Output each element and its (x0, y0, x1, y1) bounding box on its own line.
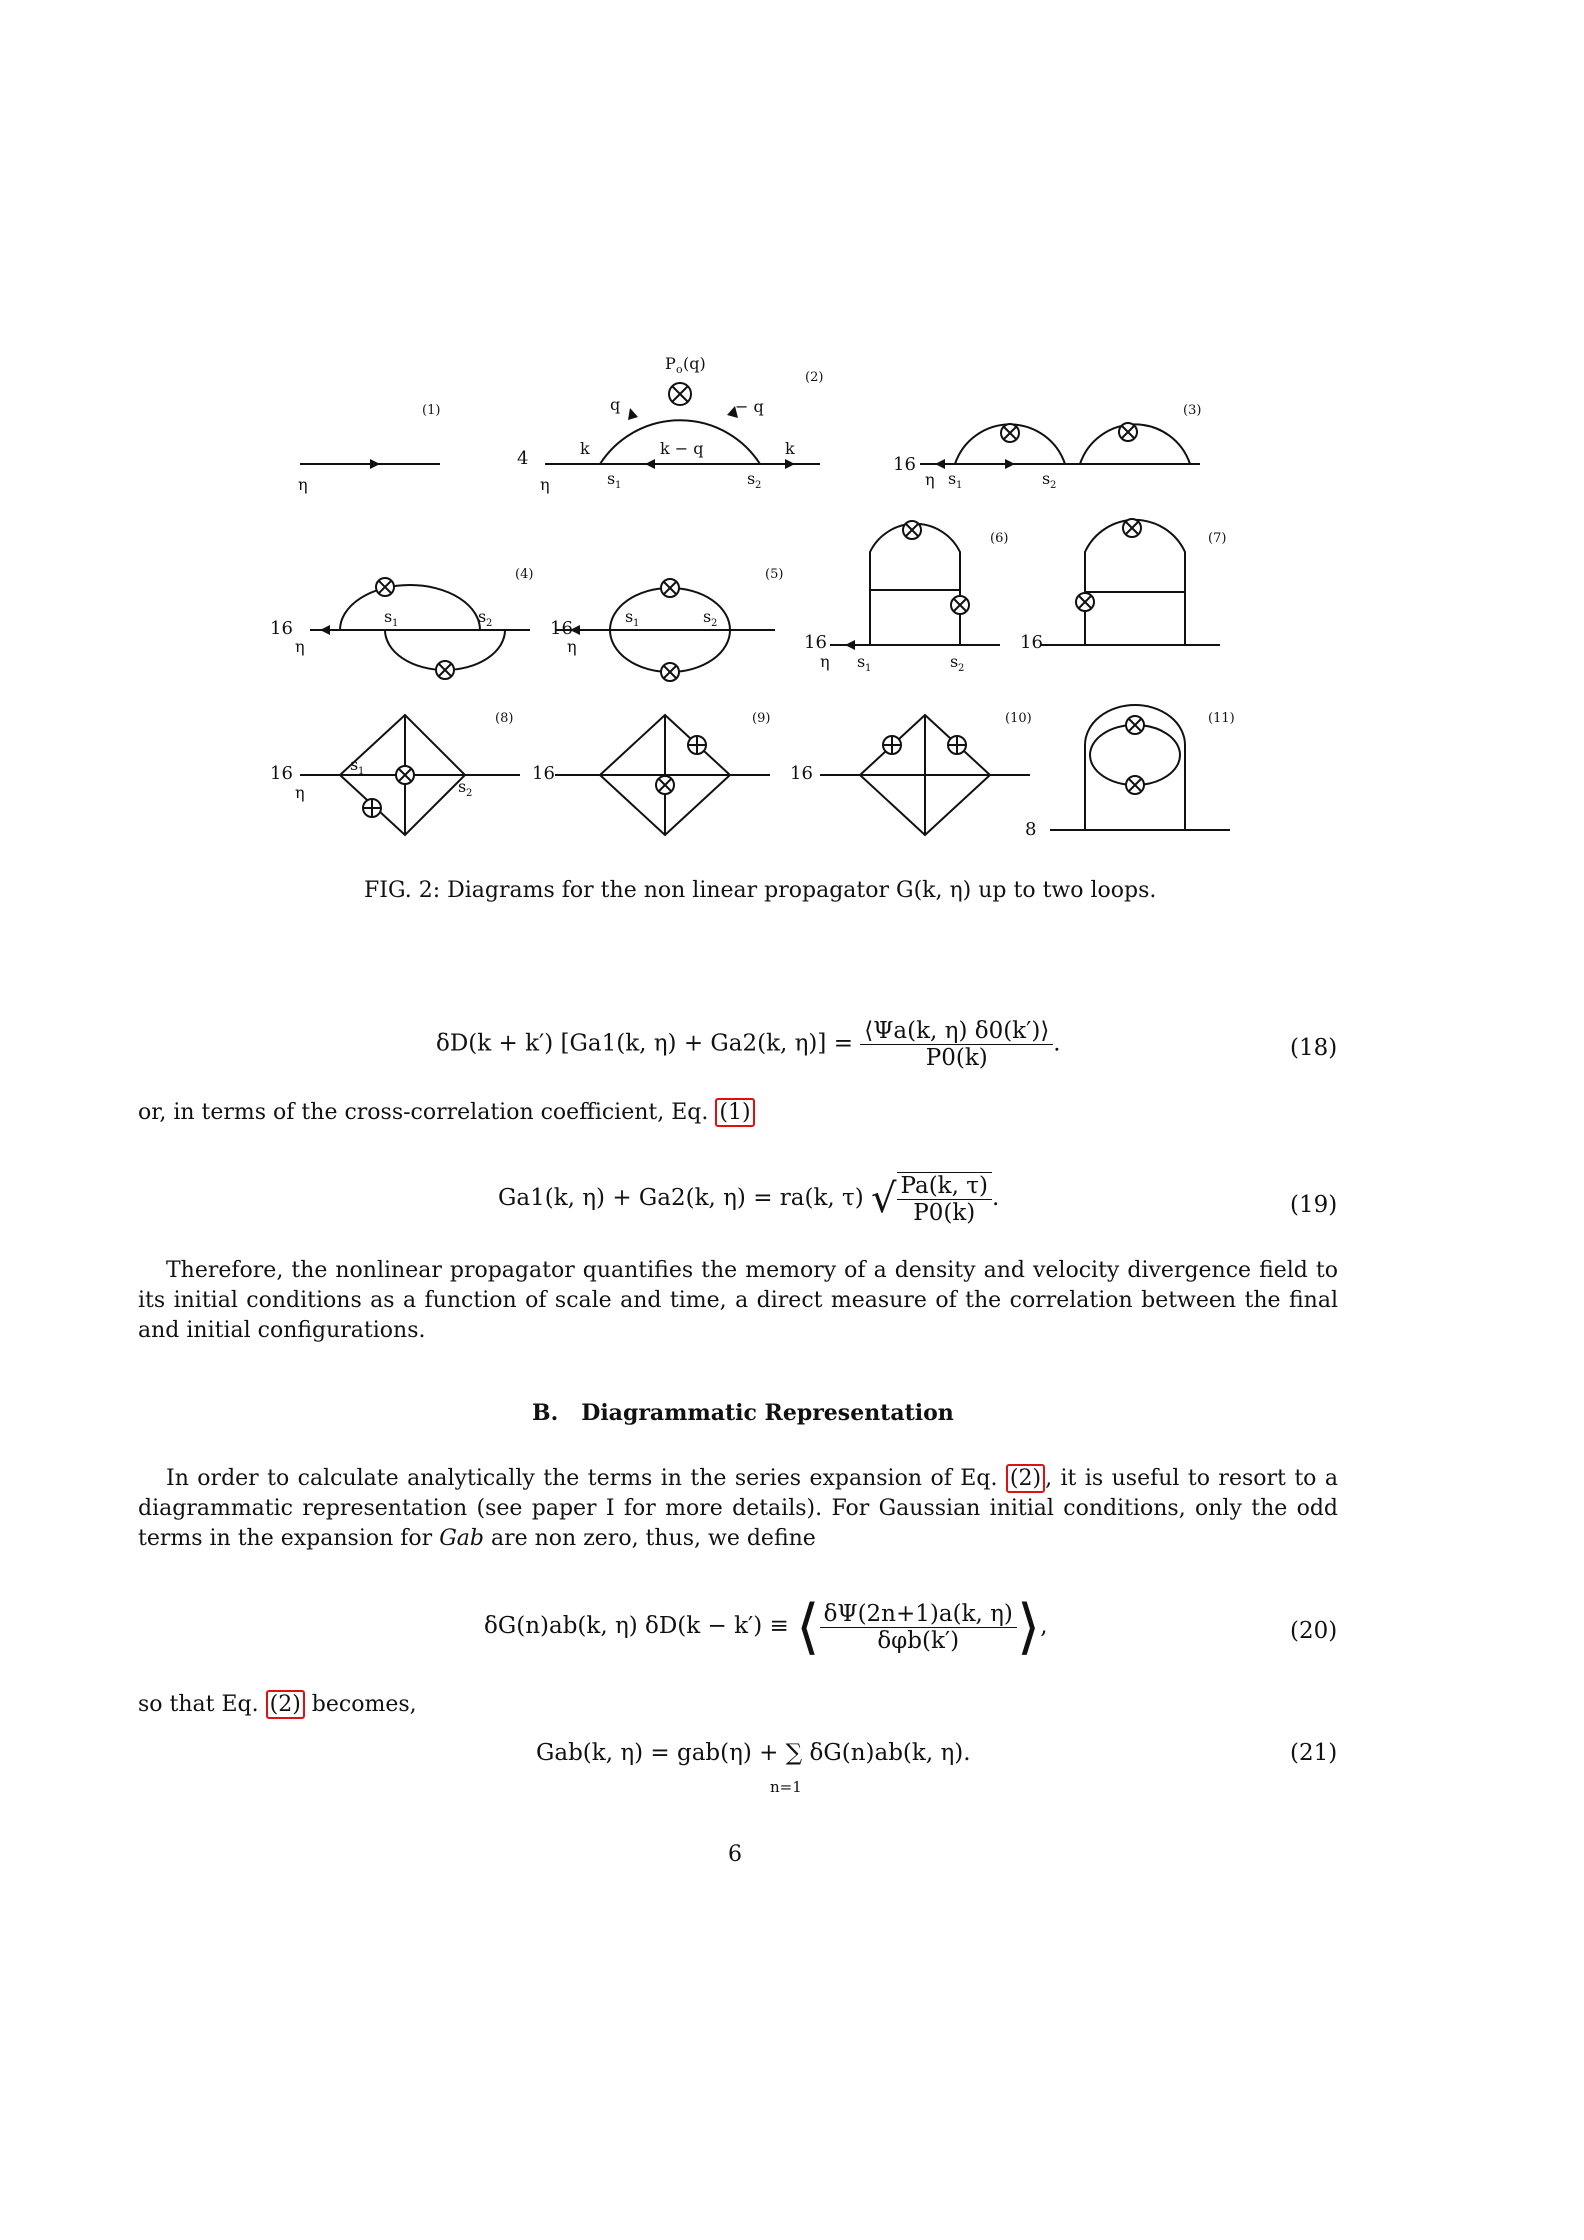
diagram-10 (820, 715, 1030, 835)
diagram-1 (300, 459, 440, 469)
equation-ref-link[interactable]: (1) (715, 1098, 754, 1127)
eq18-denominator: P0(k) (925, 1045, 988, 1071)
multiplicity: 16 (532, 763, 555, 784)
diagram-label: (2) (805, 370, 824, 385)
vertex-label: 1 (956, 480, 963, 491)
vertex-label: 1 (633, 618, 640, 629)
vertex-label: s (948, 469, 957, 488)
equation-20: δG(n)ab(k, η) δD(k − k′) ≡ ⟨ $\frac{\delta\Psi(2n+1)a(k, \eta)}{\text{δφb(k′)}}$ ⟩, (484, 1592, 1048, 1662)
paragraph: In order to calculate analytically the terms in the series expansion of Eq. (2) , it is useful to resort to a diagrammatic representation (see paper I for more details). For Gaussian initial conditions, only the odd terms in the expansion for Gab are non zero, thus, we define (138, 1466, 1338, 1551)
diagram-7 (1040, 519, 1220, 645)
vertex-label: s (478, 607, 487, 626)
multiplicity: 16 (804, 632, 827, 653)
momentum-label: o (676, 363, 683, 376)
diagram-9 (555, 715, 770, 835)
vertex-label: s (950, 652, 959, 671)
vertex-label: s (607, 469, 616, 488)
diagram-label: (8) (495, 711, 514, 726)
equation-19: Ga1(k, η) + Ga2(k, η) = ra(k, τ) √ $\frac{Pa(k, \tau)}{P0(k)}$ . (498, 1173, 1000, 1226)
vertex-label: 1 (865, 663, 872, 674)
equation-number-19: (19) (1290, 1192, 1338, 1218)
momentum-label: q (610, 395, 621, 414)
equation-number-18: (18) (1290, 1035, 1338, 1061)
eta-label: η (820, 652, 830, 671)
multiplicity: 16 (270, 763, 293, 784)
vertex-label: s (350, 755, 359, 774)
diagram-label: (4) (515, 567, 534, 582)
eq18-numerator: ⟨Ψa(k, η) δ0(k′)⟩ (860, 1018, 1053, 1045)
equation-number-20: (20) (1290, 1618, 1338, 1644)
vertex-label: 1 (358, 766, 365, 777)
paragraph: so that Eq. (2) becomes, (138, 1692, 417, 1717)
momentum-label: k (785, 439, 795, 458)
equation-ref-link[interactable]: (2) (266, 1690, 305, 1719)
eta-label: η (295, 783, 305, 802)
eq21-body: Gab(k, η) = gab(η) + ∑ δG(n)ab(k, η). (536, 1740, 971, 1766)
eq20-numerator: δΨ(2n+1)a(k, η) (820, 1601, 1017, 1628)
diagram-8 (300, 715, 520, 835)
vertex-label: 2 (486, 618, 493, 629)
momentum-label: (q) (683, 354, 706, 373)
vertex-label: 2 (958, 663, 965, 674)
diagram-6 (830, 521, 1000, 650)
paragraph: Therefore, the nonlinear propagator quantifies the memory of a density and velocity divergence field to its initial conditions as a function of scale and time, a direct measure of the correlation between the final and initial configurations. (138, 1258, 1338, 1343)
eq19-lhs: Ga1(k, η) + Ga2(k, η) = ra(k, τ) (498, 1185, 864, 1211)
page-number: 6 (728, 1842, 742, 1867)
equation-ref-link[interactable]: (2) (1006, 1464, 1045, 1493)
diagram-label: (7) (1208, 531, 1227, 546)
equation-number-21: (21) (1290, 1740, 1338, 1766)
diagram-label: (5) (765, 567, 784, 582)
multiplicity: 8 (1025, 819, 1037, 840)
eq19-denominator: P0(k) (913, 1200, 976, 1226)
figure-caption: FIG. 2: Diagrams for the non linear propagator G(k, η) up to two loops. (364, 878, 1157, 903)
eq18-lhs: δD(k + k′) [Ga1(k, η) + Ga2(k, η)] = (436, 1030, 853, 1057)
diagram-label: (9) (752, 711, 771, 726)
vertex-label: 1 (615, 480, 622, 491)
momentum-label: P (665, 354, 676, 373)
diagram-label: (6) (990, 531, 1009, 546)
vertex-label: s (384, 607, 393, 626)
sum-limit: n=1 (770, 1778, 802, 1796)
diagram-5 (555, 579, 775, 681)
feynman-diagram-figure (0, 0, 1584, 880)
vertex-label: 2 (755, 480, 762, 491)
paragraph: or, in terms of the cross-correlation coefficient, Eq. (1) (138, 1098, 755, 1128)
diagram-label: (11) (1208, 711, 1235, 726)
vertex-label: s (1042, 469, 1051, 488)
multiplicity: 16 (550, 618, 573, 639)
vertex-label: 2 (466, 788, 473, 799)
section-heading: B. Diagrammatic Representation (532, 1400, 954, 1426)
eta-label: η (925, 470, 935, 489)
eq20-lhs: δG(n)ab(k, η) δD(k − k′) ≡ (484, 1613, 789, 1639)
multiplicity: 16 (270, 618, 293, 639)
vertex-label: s (458, 777, 467, 796)
vertex-label: s (625, 607, 634, 626)
vertex-label: 2 (711, 618, 718, 629)
diagram-label: (3) (1183, 403, 1202, 418)
diagram-label: (1) (422, 403, 441, 418)
eta-label: η (567, 637, 577, 656)
vertex-label: s (703, 607, 712, 626)
vertex-label: 1 (392, 618, 399, 629)
vertex-label: s (857, 652, 866, 671)
eta-label: η (298, 475, 308, 494)
eta-label: η (540, 475, 550, 494)
diagram-label: (10) (1005, 711, 1032, 726)
multiplicity: 16 (1020, 632, 1043, 653)
vertex-label: 2 (1050, 480, 1057, 491)
equation-21 (536, 1740, 971, 1766)
diagram-3 (920, 423, 1200, 469)
momentum-label: − q (735, 397, 764, 416)
momentum-label: k − q (660, 439, 704, 458)
eq20-denominator: δφb(k′) (877, 1627, 960, 1654)
momentum-label: k (580, 439, 590, 458)
eq19-numerator: Pa(k, τ) (897, 1173, 992, 1200)
diagram-11 (1050, 705, 1230, 830)
diagram-4 (310, 578, 530, 679)
multiplicity: 4 (517, 448, 529, 469)
multiplicity: 16 (893, 454, 916, 475)
eta-label: η (295, 637, 305, 656)
vertex-label: s (747, 469, 756, 488)
equation-18: δD(k + k′) [Ga1(k, η) + Ga2(k, η)] = $\frac{⟨\Psi a(k, \eta) \delta 0(k')⟩}{P0(k)}$ . (436, 1018, 1061, 1071)
multiplicity: 16 (790, 763, 813, 784)
